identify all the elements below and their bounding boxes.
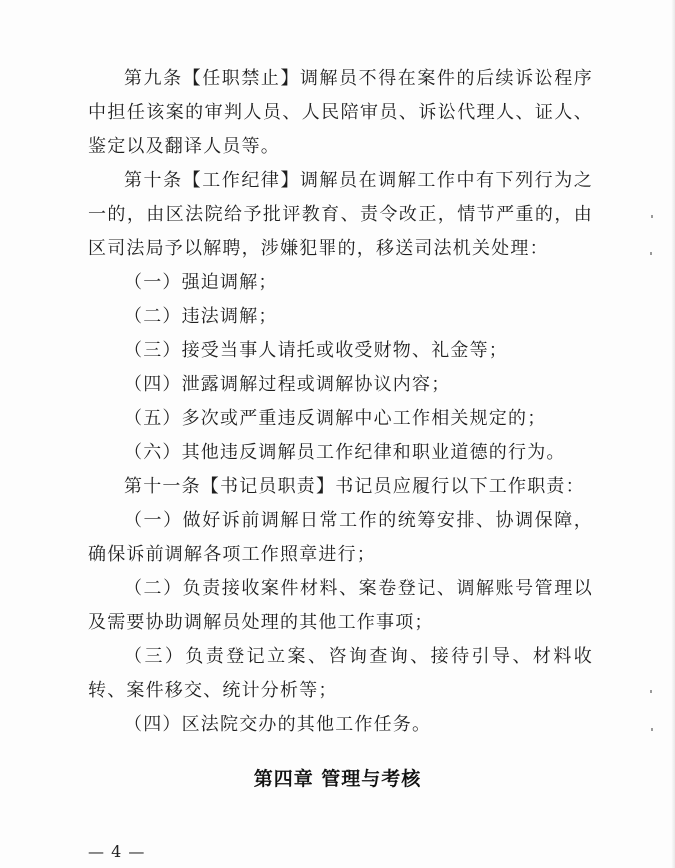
scan-speck — [650, 252, 652, 255]
article-10-item-6: （六）其他违反调解员工作纪律和职业道德的行为。 — [124, 442, 566, 463]
article-10-item-5: （五）多次或严重违反调解中心工作相关规定的； — [124, 408, 547, 429]
article-11-item-4: （四）区法院交办的其他工作任务。 — [124, 714, 432, 735]
article-11-paragraph: 第十一条【书记员职责】书记员应履行以下工作职责： — [124, 476, 585, 497]
chapter-heading: 第四章 管理与考核 — [253, 768, 422, 790]
article-10-paragraph: 第十条【工作纪律】调解员在调解工作中有下列行为之一的，由区法院给予批评教育、责令改正，情节严重的，由区司法局予以解聘，涉嫌犯罪的，移送司法机关处理： — [88, 170, 593, 259]
article-11-item-1: （一）做好诉前调解日常工作的统筹安排、协调保障，确保诉前调解各项工作照章进行； — [88, 510, 593, 565]
article-9-paragraph: 第九条【任职禁止】调解员不得在案件的后续诉讼程序中担任该案的审判人员、人民陪审员、诉讼代理人、证人、鉴定以及翻译人员等。 — [88, 68, 593, 157]
article-10-item-2: （二）违法调解； — [124, 306, 278, 327]
page-number: — 4 — — [88, 842, 146, 861]
document-body — [88, 62, 593, 742]
scan-edge-shadow — [671, 0, 675, 868]
scan-speck — [651, 215, 653, 218]
article-11-item-3: （三）负责登记立案、咨询查询、接待引导、材料收转、案件移交、统计分析等； — [88, 646, 593, 701]
article-10-item-4: （四）泄露调解过程或调解协议内容； — [124, 374, 451, 395]
article-10-item-1: （一）强迫调解； — [124, 272, 278, 293]
article-10-item-3: （三）接受当事人请托或收受财物、礼金等； — [124, 340, 508, 361]
article-11-item-2: （二）负责接收案件材料、案卷登记、调解账号管理以及需要协助调解员处理的其他工作事项； — [88, 578, 593, 633]
scan-speck — [651, 728, 653, 731]
scan-speck — [650, 690, 652, 693]
